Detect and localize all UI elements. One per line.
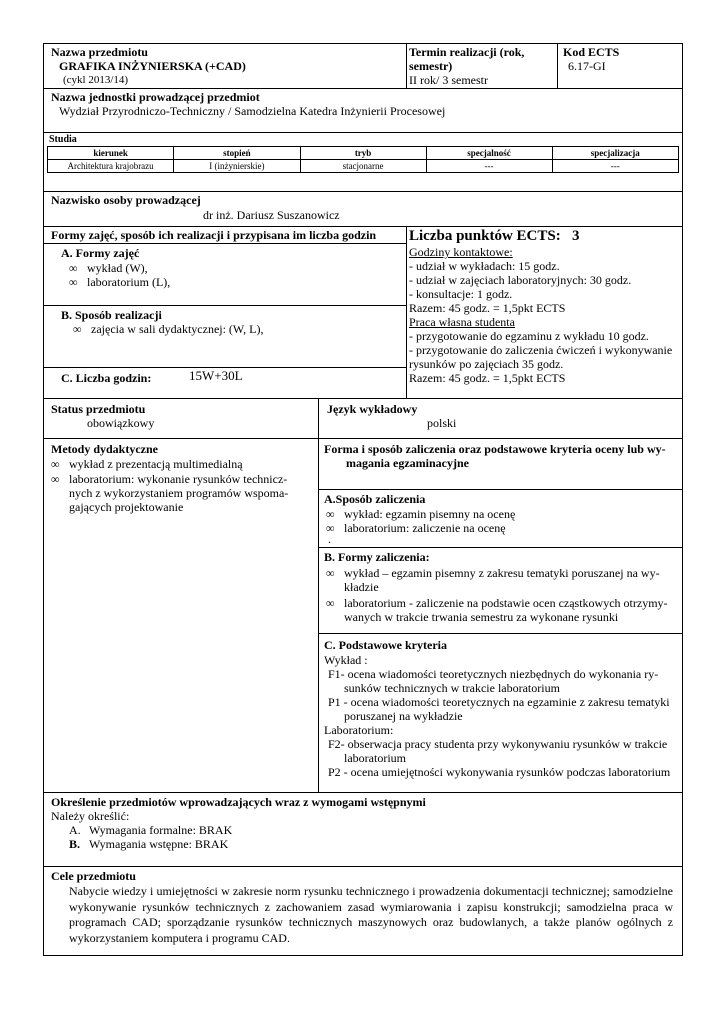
- forms-label: Formy zajęć, sposób ich realizacji i przypisana im liczba godzin: [51, 228, 377, 242]
- list-item-text: wykład (W),: [87, 261, 148, 275]
- separator: [43, 243, 406, 244]
- separator: [318, 489, 683, 490]
- own-work-line: rysunków po zajęciach 35 godz.: [409, 357, 564, 371]
- hours-value: 15W+30L: [189, 368, 243, 383]
- list-item-continuation: nych z wykorzystaniem programów wspoma-: [69, 486, 289, 500]
- ects-points-label: [409, 228, 579, 245]
- separator: [557, 43, 558, 88]
- separator: [406, 43, 407, 88]
- list-item-text: laboratorium: zaliczenie na ocenę: [344, 521, 506, 535]
- assessment-label: Forma i sposób zaliczenia oraz podstawowe kryteria oceny lub wy-: [324, 442, 666, 456]
- list-item-text: wykład – egzamin pisemny z zakresu tematyki poruszanej na wy-: [344, 566, 660, 580]
- separator: [43, 305, 406, 306]
- status-label: Status przedmiotu: [51, 402, 146, 416]
- table-cell: ---: [426, 160, 552, 173]
- term-value: II rok/ 3 semestr: [409, 73, 488, 87]
- prereq-label: Określenie przedmiotów wprowadzających wraz z wymogami wstępnymi: [51, 795, 426, 809]
- prereq-intro: Należy określić:: [51, 809, 130, 823]
- contact-hours-label: Godziny kontaktowe:: [409, 245, 513, 259]
- table-header-cell: stopień: [174, 147, 300, 160]
- forms-a-label: A. Formy zajęć: [61, 246, 140, 260]
- own-work-line: - przygotowanie do zaliczenia ćwiczeń i wykonywanie: [409, 343, 673, 357]
- forms-c-label: C. Liczba godzin:: [61, 371, 152, 385]
- bullet-icon: ∞: [326, 566, 335, 580]
- list-item: [69, 275, 170, 289]
- table-cell: I (inżynierskie): [174, 160, 300, 173]
- status-value: obowiązkowy: [87, 416, 155, 430]
- separator: [43, 88, 683, 89]
- table-header-cell: kierunek: [48, 147, 174, 160]
- table-header-cell: specjalność: [426, 147, 552, 160]
- list-item: [51, 472, 287, 486]
- separator: [43, 191, 683, 192]
- own-work-line: - przygotowanie do egzaminu z wykładu 10 godz.: [409, 329, 649, 343]
- language-label: Język wykładowy: [327, 402, 418, 416]
- ects-code-label: Kod ECTS: [563, 45, 620, 59]
- separator: [43, 438, 683, 439]
- list-item-text: wykład z prezentacją multimedialną: [69, 457, 243, 471]
- contact-line: - udział w wykładach: 15 godz.: [409, 259, 560, 273]
- list-item: [69, 261, 148, 275]
- stray-dot: .: [328, 532, 331, 546]
- unit-value: Wydział Przyrodniczo-Techniczny / Samodzielna Katedra Inżynierii Procesowej: [59, 104, 446, 118]
- lecturer-value: dr inż. Dariusz Suszanowicz: [203, 208, 340, 222]
- criteria-line: F2- obserwacja pracy studenta przy wykonywaniu rysunków w trakcie: [328, 737, 668, 751]
- criteria-line: P2 - ocena umiejętności wykonywania rysunków podczas laboratorium: [328, 765, 671, 779]
- list-item-text: zajęcia w sali dydaktycznej: (W, L),: [91, 322, 264, 336]
- table-cell: ---: [552, 160, 678, 173]
- list-item-continuation: gających projektowanie: [69, 500, 184, 514]
- list-item: [326, 596, 668, 610]
- list-item: [326, 521, 506, 535]
- studia-label: Studia: [49, 134, 77, 145]
- ects-points-value: 3: [571, 228, 580, 244]
- assessment-b-label: B. Formy zaliczenia:: [324, 550, 430, 564]
- contact-line: Razem: 45 godz. = 1,5pkt ECTS: [409, 301, 566, 315]
- bullet-icon: ∞: [326, 596, 335, 610]
- subject-name-label: Nazwa przedmiotu: [51, 45, 148, 59]
- separator: [43, 398, 683, 399]
- bullet-icon: ∞: [69, 275, 78, 289]
- own-work-line: Razem: 45 godz. = 1,5pkt ECTS: [409, 371, 566, 385]
- assessment-c-label: C. Podstawowe kryteria: [324, 638, 447, 652]
- methods-label: Metody dydaktyczne: [51, 442, 158, 456]
- list-item-text: laboratorium: wykonanie rysunków technicz-: [69, 472, 288, 486]
- list-item: [326, 566, 660, 580]
- subject-name-value: GRAFIKA INŻYNIERSKA (+CAD): [59, 59, 246, 73]
- own-work-label: Praca własna studenta: [409, 315, 515, 329]
- separator: [318, 547, 683, 548]
- goals-label: Cele przedmiotu: [51, 869, 136, 883]
- criteria-line: F1- ocena wiadomości teoretycznych niezbędnych do wykonania ry-: [328, 667, 659, 681]
- criteria-line: laboratorium: [344, 751, 406, 765]
- criteria-line: sunków technicznych w trakcie laboratorium: [344, 681, 560, 695]
- list-item: [51, 457, 243, 471]
- assessment-label-2: magania egzaminacyjne: [346, 456, 469, 470]
- table-cell: stacjonarne: [300, 160, 426, 173]
- lecturer-label: Nazwisko osoby prowadzącej: [51, 193, 201, 207]
- list-item-continuation: wanych w trakcie trwania semestru za wykonane rysunki: [344, 610, 619, 624]
- studia-table: [47, 146, 679, 173]
- list-prefix: B.: [69, 837, 81, 851]
- separator: [43, 226, 683, 227]
- bullet-icon: ∞: [69, 261, 78, 275]
- language-value: polski: [427, 416, 457, 430]
- criteria-line: Wykład :: [324, 653, 368, 667]
- list-item: [326, 507, 515, 521]
- separator: [43, 866, 683, 867]
- contact-line: - konsultacje: 1 godz.: [409, 287, 513, 301]
- list-item: [69, 837, 228, 851]
- forms-b-label: B. Sposób realizacji: [61, 308, 162, 322]
- criteria-line: poruszanej na wykładzie: [344, 709, 463, 723]
- separator: [318, 633, 683, 634]
- list-item-continuation: kładzie: [344, 580, 379, 594]
- bullet-icon: ∞: [73, 322, 82, 336]
- list-item: [73, 322, 263, 336]
- list-item-text: Wymagania wstępne: BRAK: [89, 837, 229, 851]
- criteria-line: P1 - ocena wiadomości teoretycznych na egzaminie z zakresu tematyki: [328, 695, 670, 709]
- criteria-line: Laboratorium:: [324, 723, 394, 737]
- bullet-icon: ∞: [326, 521, 335, 535]
- list-item-text: laboratorium - zaliczenie na podstawie ocen cząstkowych otrzymy-: [344, 596, 668, 610]
- contact-line: - udział w zajęciach laboratoryjnych: 30 godz.: [409, 273, 632, 287]
- list-item-text: wykład: egzamin pisemny na ocenę: [344, 507, 516, 521]
- goals-text: Nabycie wiedzy i umiejętności w zakresie norm rysunku technicznego i prowadzenia dokumentacji technicznej; samodzielne wykonywanie rysunków technicznych z zachowaniem zasad wymiarowania i zapisu konstrukcji; samodzielna praca w programach CAD; sporządzanie rysunków technicznych maszynowych oraz budowlanych, a także planów ogólnych z wykorzystaniem komputera i programu CAD.: [69, 884, 673, 945]
- bullet-icon: ∞: [51, 472, 60, 486]
- cycle-label: (cykl 2013/14): [63, 74, 129, 86]
- table-header-cell: specjalizacja: [552, 147, 678, 160]
- list-item-text: Wymagania formalne: BRAK: [89, 823, 233, 837]
- separator: [43, 132, 683, 133]
- separator: [318, 398, 319, 792]
- separator: [406, 226, 407, 398]
- separator: [43, 792, 683, 793]
- table-row: [48, 160, 679, 173]
- list-prefix: A.: [69, 823, 81, 837]
- table-cell: Architektura krajobrazu: [48, 160, 174, 173]
- term-label-2: semestr): [409, 59, 453, 73]
- ects-points-label-text: Liczba punktów ECTS:: [409, 228, 561, 244]
- list-item: [69, 823, 232, 837]
- ects-code-value: 6.17-GI: [568, 59, 606, 73]
- table-row: [48, 147, 679, 160]
- unit-label: Nazwa jednostki prowadzącej przedmiot: [51, 90, 260, 104]
- term-label: Termin realizacji (rok,: [409, 45, 525, 59]
- bullet-icon: ∞: [51, 457, 60, 471]
- table-header-cell: tryb: [300, 147, 426, 160]
- assessment-a-label: A.Sposób zaliczenia: [324, 492, 426, 506]
- bullet-icon: ∞: [326, 507, 335, 521]
- list-item-text: laboratorium (L),: [87, 275, 171, 289]
